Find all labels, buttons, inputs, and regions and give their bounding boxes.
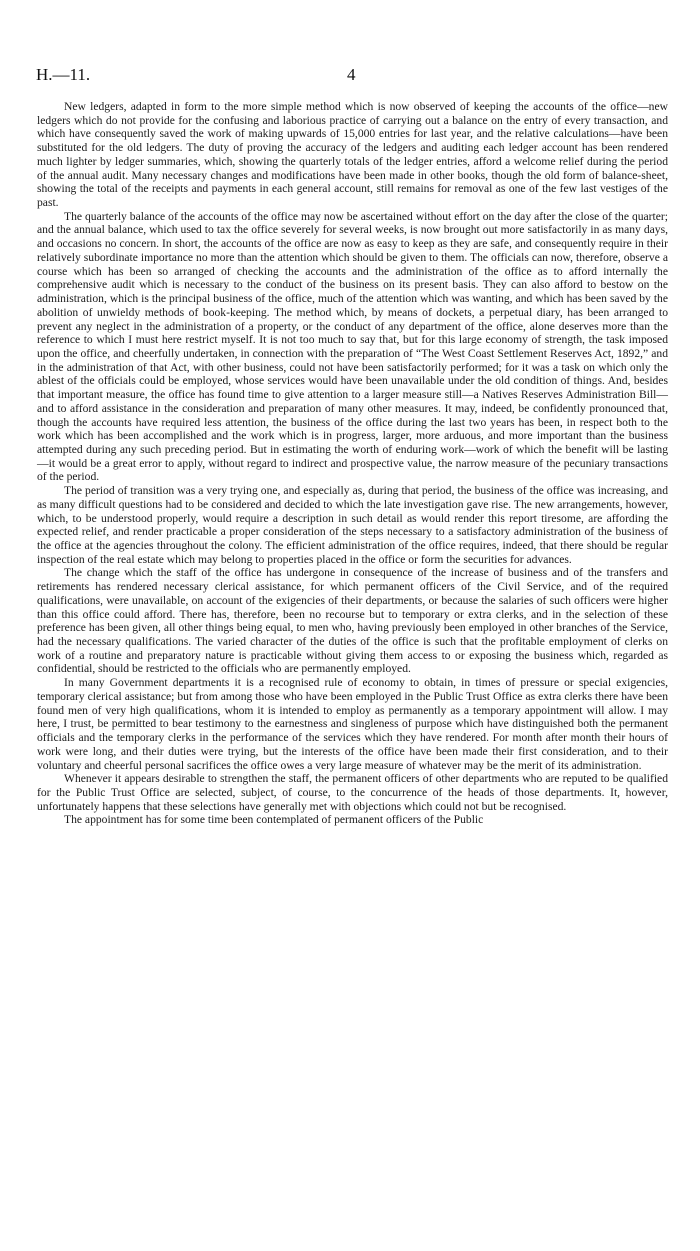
paragraph-appointment: The appointment has for some time been contemplated of permanent officers of the Public	[64, 813, 484, 827]
paragraph-government-departments: In many Government departments it is a recognised rule of economy to obtain, in times of pressure or special exigencies, temporary clerical assistance; but from among those who have been employed in the Public Trust Office as extra clerks there have been found men of very high qualifications, whom it is intended to employ as permanently as a temporary appointment will allow. I may here, I trust, be permitted to bear testimony to the earnestness and singleness of purpose which have distinguished both the permanent officials and the temporary clerks in the performance of the services which they have rendered. For month after month their hours of work were long, and their duties were trying, but the interests of the office have been made their first consideration, and to their voluntary and cheerful personal sacrifices the office owes a very large measure of whatever may be the merit of its administration.	[37, 676, 668, 772]
paragraph-strengthen-staff: Whenever it appears desirable to strengthen the staff, the permanent officers of other departments who are reputed to be qualified for the Public Trust Office are selected, subject, of course, to the concurrence of the heads of those departments. It, however, unfortunately happens that these selections have generally met with objections which could not but be recognised.	[37, 772, 668, 813]
paragraph-quarterly-balance: The quarterly balance of the accounts of the office may now be ascertained without effort on the day after the close of the quarter; and the annual balance, which used to tax the office severely for several weeks, is now brought out more satisfactorily in as many days, and occasions no concern. In short, the accounts of the office are now as easy to keep as they are safe, and consequently require in their relatively subordinate importance no more than the attention which should be given to them. The officials can now, therefore, observe a course which has been so arranged of checking the accounts and the administration of the office as to afford internally the comprehensive audit which is necessary to the conduct of the business on its present basis. They can also afford to bestow on the administration, which is the principal business of the office, much of the attention which was wanting, and which has been saved by the abolition of unwieldy methods of book-keeping. The method which, by means of dockets, a perpetual diary, has been arranged to prevent any neglect in the administration of a property, or the conduct of any department of the office, alone deserves more than the reference to which I must here restrict myself. It is not too much to say that, but for this large economy of strength, the task imposed upon the office, and cheerfully undertaken, in connection with the preparation of “The West Coast Settlement Reserves Act, 1892,” and in the administration of that Act, with other business, could not have been satisfactorily performed; for it was a task on which only the ablest of the officials could be employed, whose services would have been unavailable under the old condition of things. And, besides that important measure, the office has found time to give attention to a larger measure still—a Natives Reserves Administration Bill—and to afford assistance in the consideration and preparation of many other measures. It may, indeed, be confidently pronounced that, though the accounts have required less attention, the business of the office during the last two years has been, in respect both to the work which has been accomplished and the work which is in progress, larger, more arduous, and more important than the business attempted during any such preceding period. But in estimating the worth of enduring work—work of which the benefit will be lasting—it would be a great error to apply, without regard to indirect and prospective value, the narrow measure of the pecuniary transactions of the period.	[37, 209, 668, 484]
page-number: 4	[347, 65, 356, 84]
body-text	[37, 100, 668, 827]
document-reference: H.—11.	[36, 65, 91, 84]
paragraph-transition: The period of transition was a very trying one, and especially as, during that period, the business of the office was increasing, and as many difficult questions had to be considered and decided to which the late investigation gave rise. The new arrangements, however, which, to be understood properly, would require a description in such detail as would render this report tiresome, are affording the expected relief, and render practicable a proper consideration of the steps necessary to a satisfactory administration of the business of the office at the agencies throughout the colony. The efficient administration of the office requires, indeed, that there should be regular inspection of the real estate which may belong to properties placed in the office or form the securities for advances.	[37, 484, 668, 566]
page-header	[36, 65, 670, 87]
paragraph-ledgers: New ledgers, adapted in form to the more simple method which is now observed of keeping the accounts of the office—new ledgers which do not provide for the confusing and laborious practice of carrying out a balance on the entry of every transaction, and which have consequently saved the work of making upwards of 15,000 entries for last year, and the relative calculations—have been substituted for the old ledgers. The duty of proving the accuracy of the ledgers and auditing each ledger account has been rendered much lighter by ledger summaries, which, showing the quarterly totals of the ledger entries, afford a welcome relief during the period of the annual audit. Many necessary changes and modifications have been made in other books, though the old form of balance-sheet, showing the total of the receipts and payments in each general account, still remains for removal as one of the few last vestiges of the past.	[37, 100, 668, 210]
paragraph-staff-change: The change which the staff of the office has undergone in consequence of the increase of business and of the transfers and retirements has rendered necessary clerical assistance, for which permanent officers of the Civil Service, and of the required qualifications, were unavailable, on account of the exigencies of their departments, or because the salaries of such officers were higher than this office could afford. There has, therefore, been no recourse but to temporary or extra clerks, and in the selection of these preference has been given, all other things being equal, to men who, having previously been employed in other branches of the Service, had the necessary qualifications. The varied character of the duties of the office is such that the profitable employment of clerks on work of a routine and preparatory nature is practicable without giving them access to or exposing the business which, regarded as confidential, should be restricted to the officials who are permanently employed.	[37, 566, 668, 676]
